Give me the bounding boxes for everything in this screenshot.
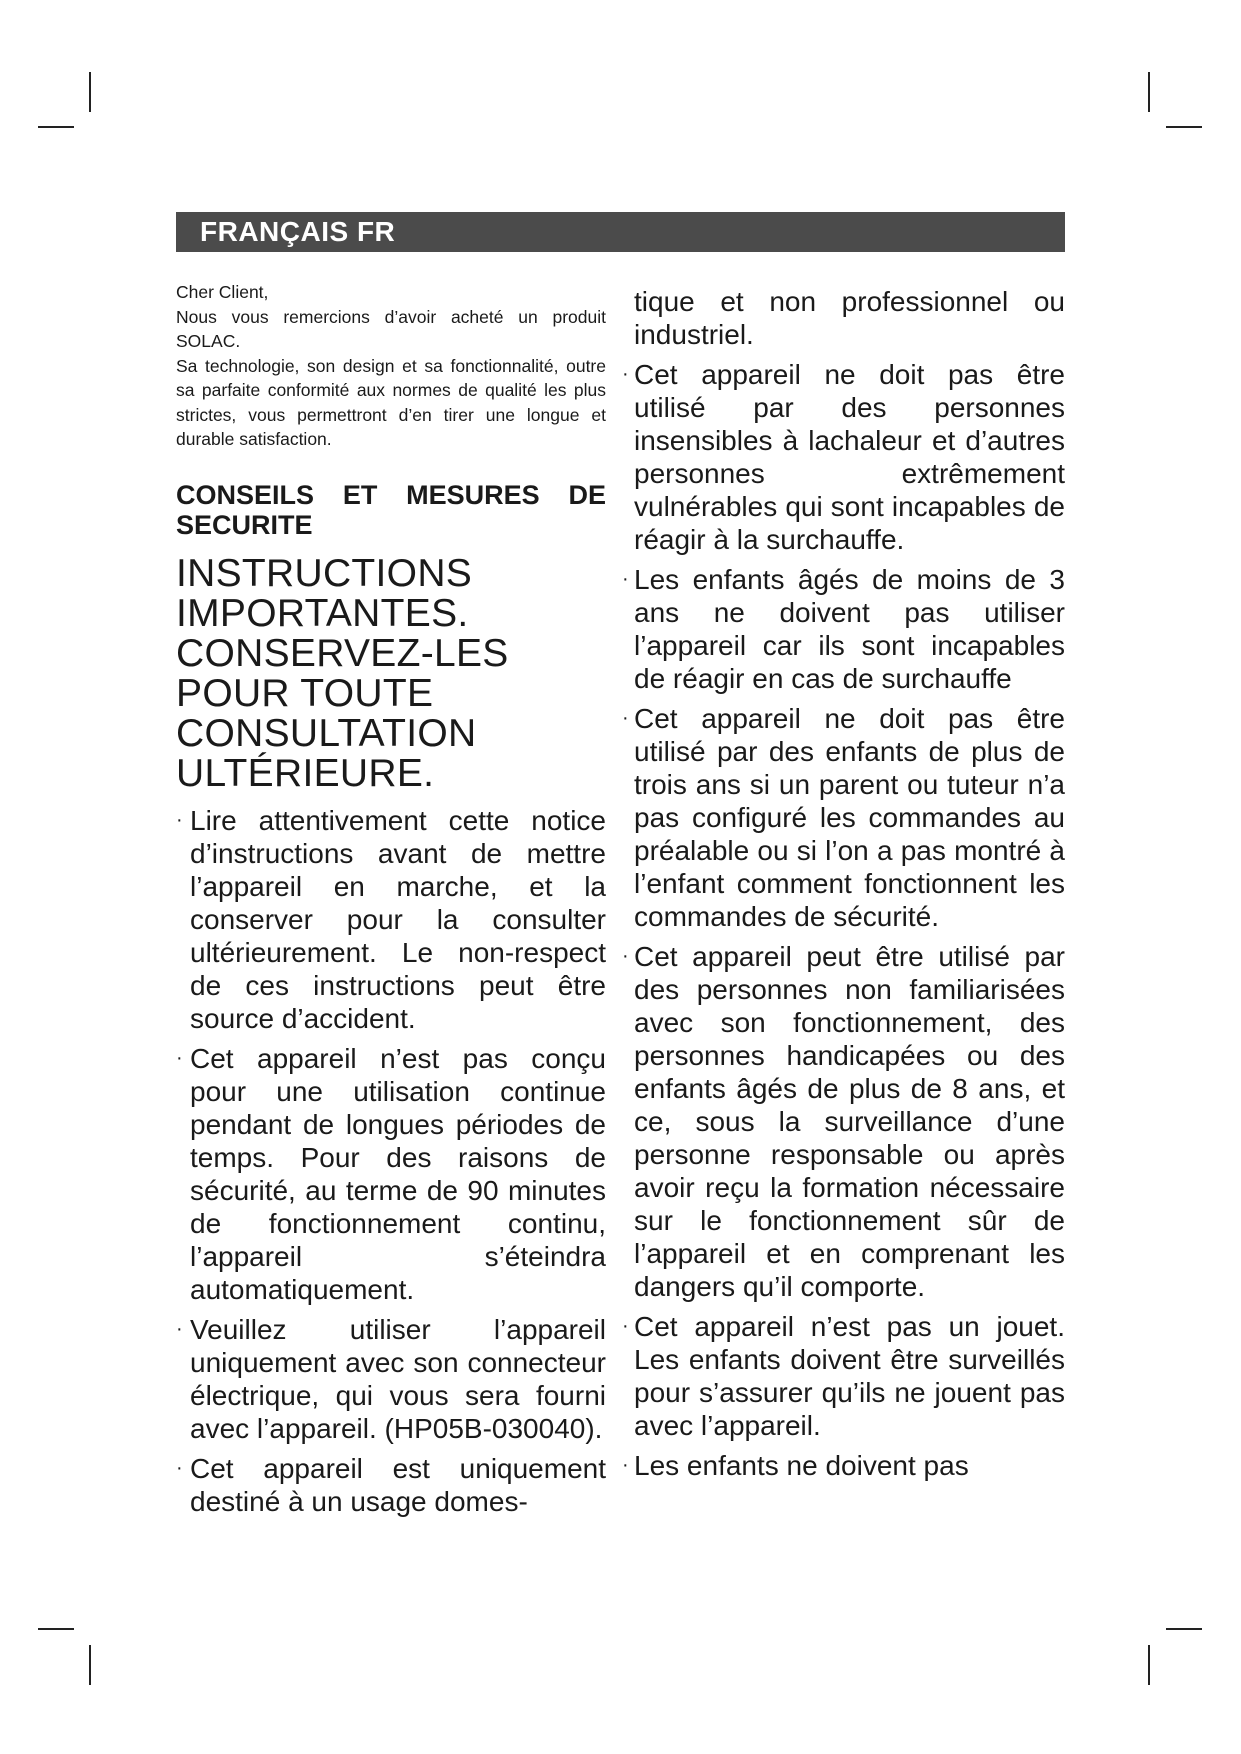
list-item-text: Lire attentivement cette notice d’instructions avant de mettre l’appareil en marche, et la conserver pour la consulter ultérieurement. Le non-respect de ces instructions peut être source d’accident. [190, 804, 606, 1034]
list-item-text: Cet appareil ne doit pas être utilisé par des enfants de plus de trois ans si un parent ou tuteur n’a pas configuré les commandes au préalable ou si l’on a pas montré à l’enfant comment fonctionnent les commandes de sécurité. [634, 703, 1065, 932]
bullet-marker: · [622, 707, 629, 729]
list-item-text: Cet appareil ne doit pas être utilisé par des personnes insensibles à lachaleur et d’autres personnes extrêmement vulnérables qui sont incapables de réagir à la surchauffe. [634, 359, 1065, 555]
list-item [622, 1449, 1065, 1482]
right-column [622, 280, 1065, 1489]
heading-line: POUR TOUTE [176, 671, 434, 715]
crop-mark-bottom-left-vertical [89, 1645, 91, 1685]
list-item-text: Les enfants âgés de moins de 3 ans ne doivent pas utiliser l’appareil car ils sont incapables de réagir en cas de surchauffe [634, 564, 1065, 694]
list-item-text: Cet appareil n’est pas conçu pour une utilisation continue pendant de longues périodes de temps. Pour des raisons de sécurité, au terme de 90 minutes de fonctionnement continu, l’appareil s’éteindra automatiquement. [190, 1042, 606, 1305]
list-item [176, 804, 606, 1035]
list-item-text: Cet appareil peut être utilisé par des personnes non familiarisées avec son fonctionnement, des personnes handicapées ou des enfants âgés de plus de 8 ans, et ce, sous la surveillance d’une personne responsable ou après avoir reçu la formation nécessaire sur le fonctionnement sûr de l’appareil et en comprenant les dangers qu’il comporte. [634, 941, 1065, 1302]
crop-mark-top-right-horizontal [1166, 126, 1202, 128]
bullet-marker: · [622, 1454, 629, 1476]
list-item-text: Cet appareil n’est pas un jouet. Les enfants doivent être surveillés pour s’assurer qu’ils ne jouent pas avec l’appareil. [634, 1311, 1065, 1441]
bullet-marker: · [176, 1456, 183, 1479]
bullet-marker: · [176, 808, 183, 831]
crop-mark-bottom-left-horizontal [38, 1628, 74, 1630]
heading-line: IMPORTANTES. [176, 591, 469, 635]
heading-line: INSTRUCTIONS [176, 551, 473, 595]
list-item [176, 1452, 606, 1518]
list-item-text: Veuillez utiliser l’appareil uniquement avec son connecteur électrique, qui vous sera fourni avec l’appareil. (HP05B-030040). [190, 1313, 606, 1444]
list-item [622, 358, 1065, 556]
list-item [622, 1310, 1065, 1442]
bullet-marker: · [622, 363, 629, 385]
list-item [622, 563, 1065, 695]
crop-mark-bottom-right-vertical [1148, 1645, 1150, 1685]
thanks-paragraph: Nous vous remercions d’avoir acheté un produit SOLAC. [176, 306, 606, 351]
language-header: FRANÇAIS FR [176, 212, 1065, 252]
list-item [176, 1313, 606, 1445]
bullet-marker: · [622, 1315, 629, 1337]
left-column [176, 280, 606, 1525]
bullet-marker: · [176, 1046, 183, 1069]
heading-line: ULTÉRIEURE. [176, 751, 435, 795]
crop-mark-top-right-vertical [1148, 72, 1150, 112]
section-title: CONSEILS ET MESURES DE SECURITE [176, 479, 606, 540]
continued-text: tique et non professionnel ou industriel. [634, 286, 1065, 350]
technology-paragraph: Sa technologie, son design et sa fonctionnalité, outre sa parfaite conformité aux normes de qualité les plus strictes, vous permettront d’en tirer une longue et durable satisfaction. [176, 355, 606, 449]
list-item-text: Cet appareil est uniquement destiné à un usage domes- [190, 1452, 606, 1517]
list-item [622, 702, 1065, 933]
list-item-text: Les enfants ne doivent pas [634, 1450, 969, 1481]
crop-mark-top-left-horizontal [38, 126, 74, 128]
salutation: Cher Client, [176, 282, 269, 302]
heading-line: CONSULTATION [176, 711, 477, 755]
left-bullet-list [176, 804, 606, 1518]
crop-mark-bottom-right-horizontal [1166, 1628, 1202, 1630]
list-item [622, 940, 1065, 1303]
intro-text [176, 280, 606, 452]
heading-line: CONSERVEZ-LES [176, 631, 509, 675]
list-item [176, 1042, 606, 1306]
right-bullet-list [622, 358, 1065, 1482]
crop-mark-top-left-vertical [89, 72, 91, 112]
bullet-marker: · [176, 1317, 183, 1340]
bullet-marker: · [622, 568, 629, 590]
bullet-marker: · [622, 945, 629, 967]
important-heading [176, 551, 606, 795]
